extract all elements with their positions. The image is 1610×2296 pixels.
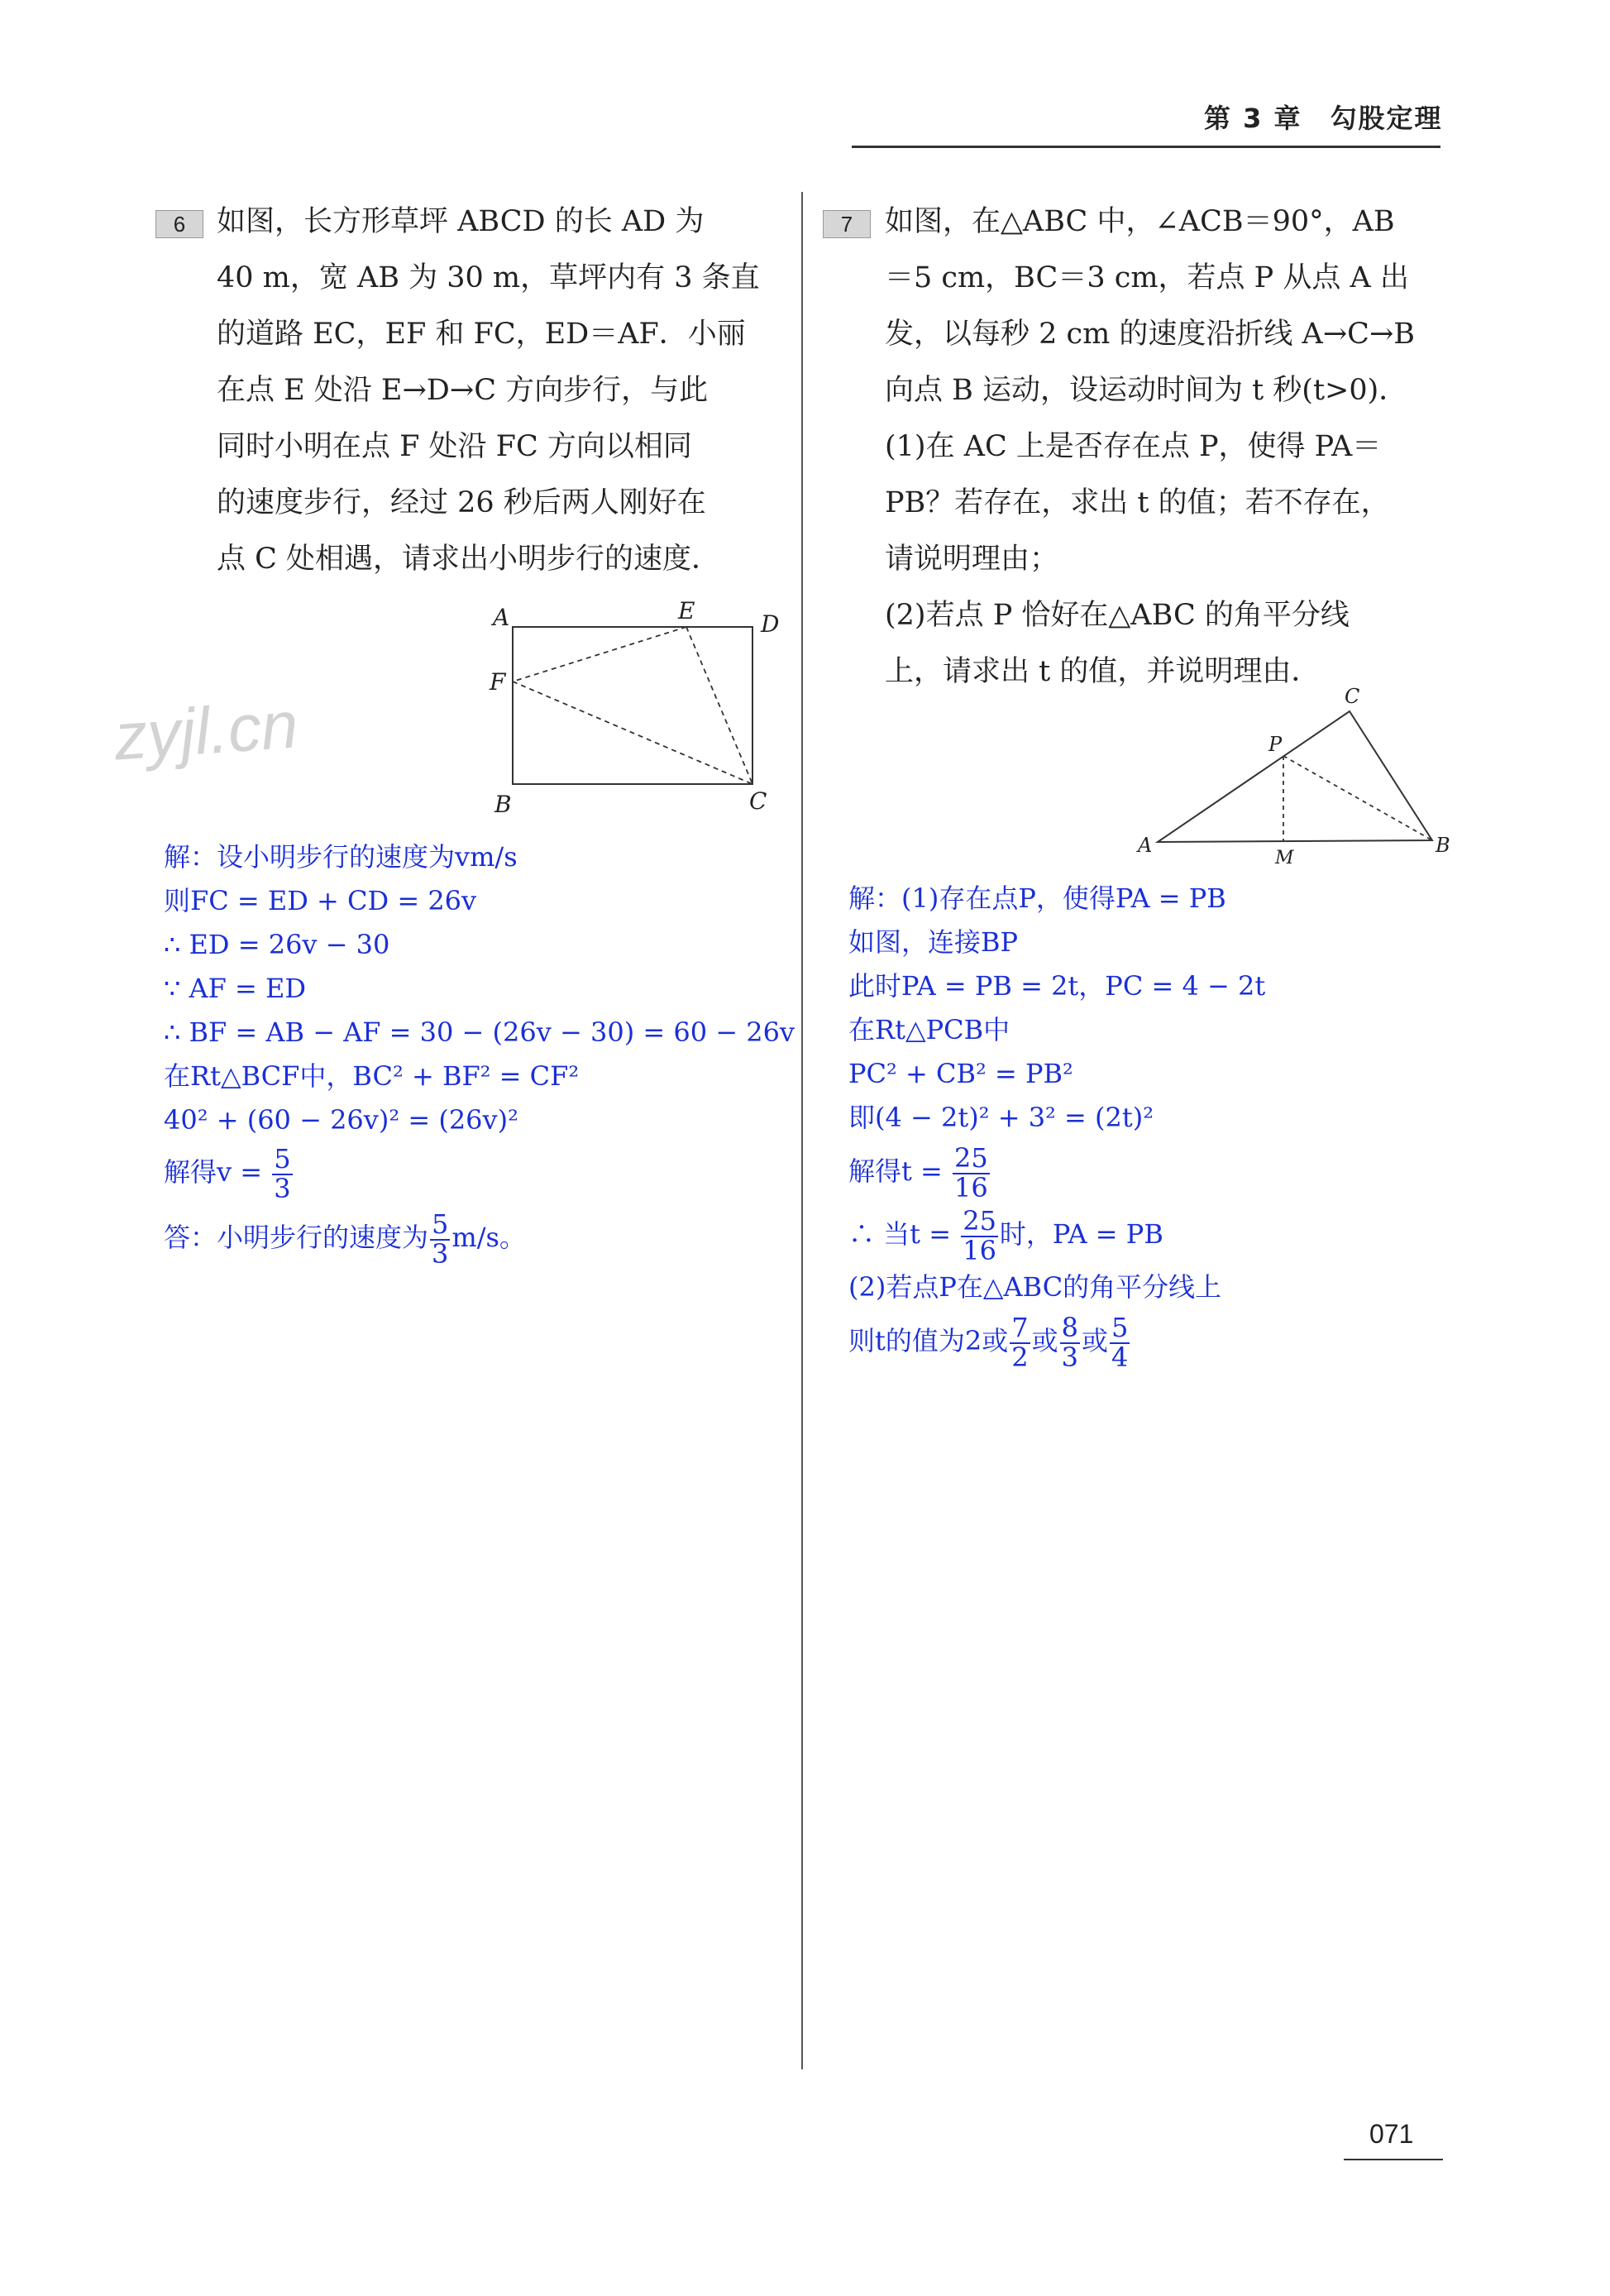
problem-6-line: 的速度步行，经过 26 秒后两人刚好在 <box>217 486 706 519</box>
answer-prefix: 答：小明步行的速度为 <box>164 1222 429 1254</box>
solution-6-line: 在Rt△BCF中，BC² + BF² = CF² <box>164 1060 580 1092</box>
solve-prefix: 解得v = <box>164 1156 271 1188</box>
numerator: 5 <box>432 1208 449 1240</box>
fraction <box>272 1142 292 1204</box>
denominator: 2 <box>1011 1341 1029 1373</box>
denominator: 16 <box>963 1234 996 1266</box>
denominator: 3 <box>432 1237 449 1270</box>
question-number-7: 7 <box>823 210 871 238</box>
label-c: C <box>1345 685 1360 708</box>
solution-6-answer-line <box>164 1203 795 1272</box>
solve-prefix: 解得t = <box>848 1155 952 1187</box>
denominator: 3 <box>274 1172 291 1204</box>
solution-7-solve-line <box>848 1140 1265 1203</box>
triangle-abc <box>1158 711 1432 842</box>
solution-6-line: 则FC = ED + CD = 26v <box>164 885 477 916</box>
solution-7-part2: (2)若点P在△ABC的角平分线上 <box>848 1271 1222 1303</box>
numerator: 7 <box>1011 1311 1029 1343</box>
solution-6-line: 解：设小明步行的速度为vm/s <box>164 841 518 873</box>
figure-rectangle-abcd <box>480 596 786 819</box>
fraction <box>953 1141 990 1203</box>
segment-pb <box>1283 756 1432 840</box>
label-e: E <box>678 597 695 624</box>
solution-7-when-line <box>848 1203 1265 1265</box>
problem-7-text <box>885 194 1415 700</box>
rectangle-abcd <box>513 627 752 784</box>
problem-7-line: (2)若点 P 恰好在△ABC 的角平分线 <box>885 599 1350 632</box>
header-rule <box>852 146 1440 148</box>
problem-7-line: 请说明理由； <box>885 543 1059 576</box>
when-suffix: 时，PA = PB <box>999 1218 1163 1250</box>
label-b: B <box>1436 834 1450 857</box>
fraction <box>1110 1311 1130 1373</box>
segment-ec <box>686 627 752 784</box>
column-divider <box>801 192 803 2069</box>
label-d: D <box>761 610 780 638</box>
fraction <box>961 1204 998 1266</box>
solution-6-line: 40² + (60 − 26v)² = (26v)² <box>164 1104 518 1136</box>
segment-ef <box>513 627 686 682</box>
label-m: M <box>1275 848 1294 867</box>
denominator: 3 <box>1061 1341 1078 1373</box>
solution-7-line: 即(4 − 2t)² + 3² = (2t)² <box>848 1102 1154 1133</box>
label-a: A <box>493 604 510 631</box>
solution-7-line: 如图，连接BP <box>848 926 1019 958</box>
problem-6-line: 在点 E 处沿 E→D→C 方向步行，与此 <box>217 374 709 407</box>
solution-6-line: ∴ ED = 26v − 30 <box>164 929 390 960</box>
solution-7-line: 在Rt△PCB中 <box>848 1014 1010 1045</box>
question-number-6: 6 <box>155 210 203 238</box>
numerator: 25 <box>954 1141 988 1174</box>
label-c: C <box>749 787 767 815</box>
denominator: 4 <box>1111 1341 1129 1373</box>
when-prefix: ∴ 当t = <box>848 1218 960 1250</box>
numerator: 5 <box>274 1142 291 1174</box>
page-number: 071 <box>1369 2119 1414 2149</box>
label-b: B <box>494 791 512 818</box>
numerator: 8 <box>1061 1311 1078 1343</box>
solution-7-result-line <box>848 1309 1265 1372</box>
solution-6-line: ∴ BF = AB − AF = 30 − (26v − 30) = 60 − 26v <box>164 1016 795 1048</box>
solution-6 <box>164 835 795 1272</box>
problem-6-line: 点 C 处相遇，请求出小明步行的速度． <box>217 543 721 576</box>
result-prefix: 则t的值为2或 <box>848 1325 1009 1356</box>
problem-7-line: (1)在 AC 上是否存在点 P，使得 PA＝ <box>885 430 1382 463</box>
answer-suffix: m/s。 <box>451 1222 526 1254</box>
solution-7-line: 此时PA = PB = 2t，PC = 4 − 2t <box>848 970 1266 1002</box>
label-p: P <box>1268 733 1283 756</box>
problem-6-text <box>217 194 760 587</box>
problem-6-line: 如图，长方形草坪 ABCD 的长 AD 为 <box>217 205 705 238</box>
solution-7-line: 解：(1)存在点P，使得PA = PB <box>848 883 1226 914</box>
label-f: F <box>490 668 506 696</box>
problem-7-line: 如图，在△ABC 中，∠ACB＝90°，AB <box>885 205 1395 238</box>
problem-6-line: 的道路 EC，EF 和 FC，ED＝AF．小丽 <box>217 318 746 351</box>
solution-7-line: PC² + CB² = PB² <box>848 1058 1073 1089</box>
page-number-rule <box>1344 2159 1443 2160</box>
chapter-header: 第 3 章 勾股定理 <box>1204 103 1443 134</box>
or-text: 或 <box>1081 1325 1108 1356</box>
fraction <box>1060 1311 1080 1373</box>
problem-7-line: 向点 B 运动，设运动时间为 t 秒(t>0)． <box>885 374 1408 407</box>
problem-7-line: PB？若存在，求出 t 的值；若不存在， <box>885 486 1390 519</box>
label-a: A <box>1138 834 1153 857</box>
problem-7-line: 上，请求出 t 的值，并说明理由． <box>885 655 1321 688</box>
numerator: 5 <box>1111 1311 1129 1343</box>
problem-6-line: 同时小明在点 F 处沿 FC 方向以相同 <box>217 430 692 463</box>
fraction <box>430 1208 450 1270</box>
fraction <box>1010 1311 1030 1373</box>
problem-6-line: 40 m，宽 AB 为 30 m，草坪内有 3 条直 <box>217 261 760 294</box>
numerator: 25 <box>963 1204 996 1236</box>
solution-7 <box>848 877 1265 1372</box>
problem-7-line: 发，以每秒 2 cm 的速度沿折线 A→C→B <box>885 318 1415 351</box>
figure-triangle-abc <box>1133 685 1464 867</box>
denominator: 16 <box>954 1171 988 1203</box>
solution-6-line: ∵ AF = ED <box>164 973 307 1004</box>
watermark: zyjl.cn <box>112 687 301 774</box>
solution-6-solve-line <box>164 1142 795 1203</box>
problem-7-line: ＝5 cm，BC＝3 cm，若点 P 从点 A 出 <box>885 261 1409 294</box>
or-text: 或 <box>1031 1325 1058 1356</box>
